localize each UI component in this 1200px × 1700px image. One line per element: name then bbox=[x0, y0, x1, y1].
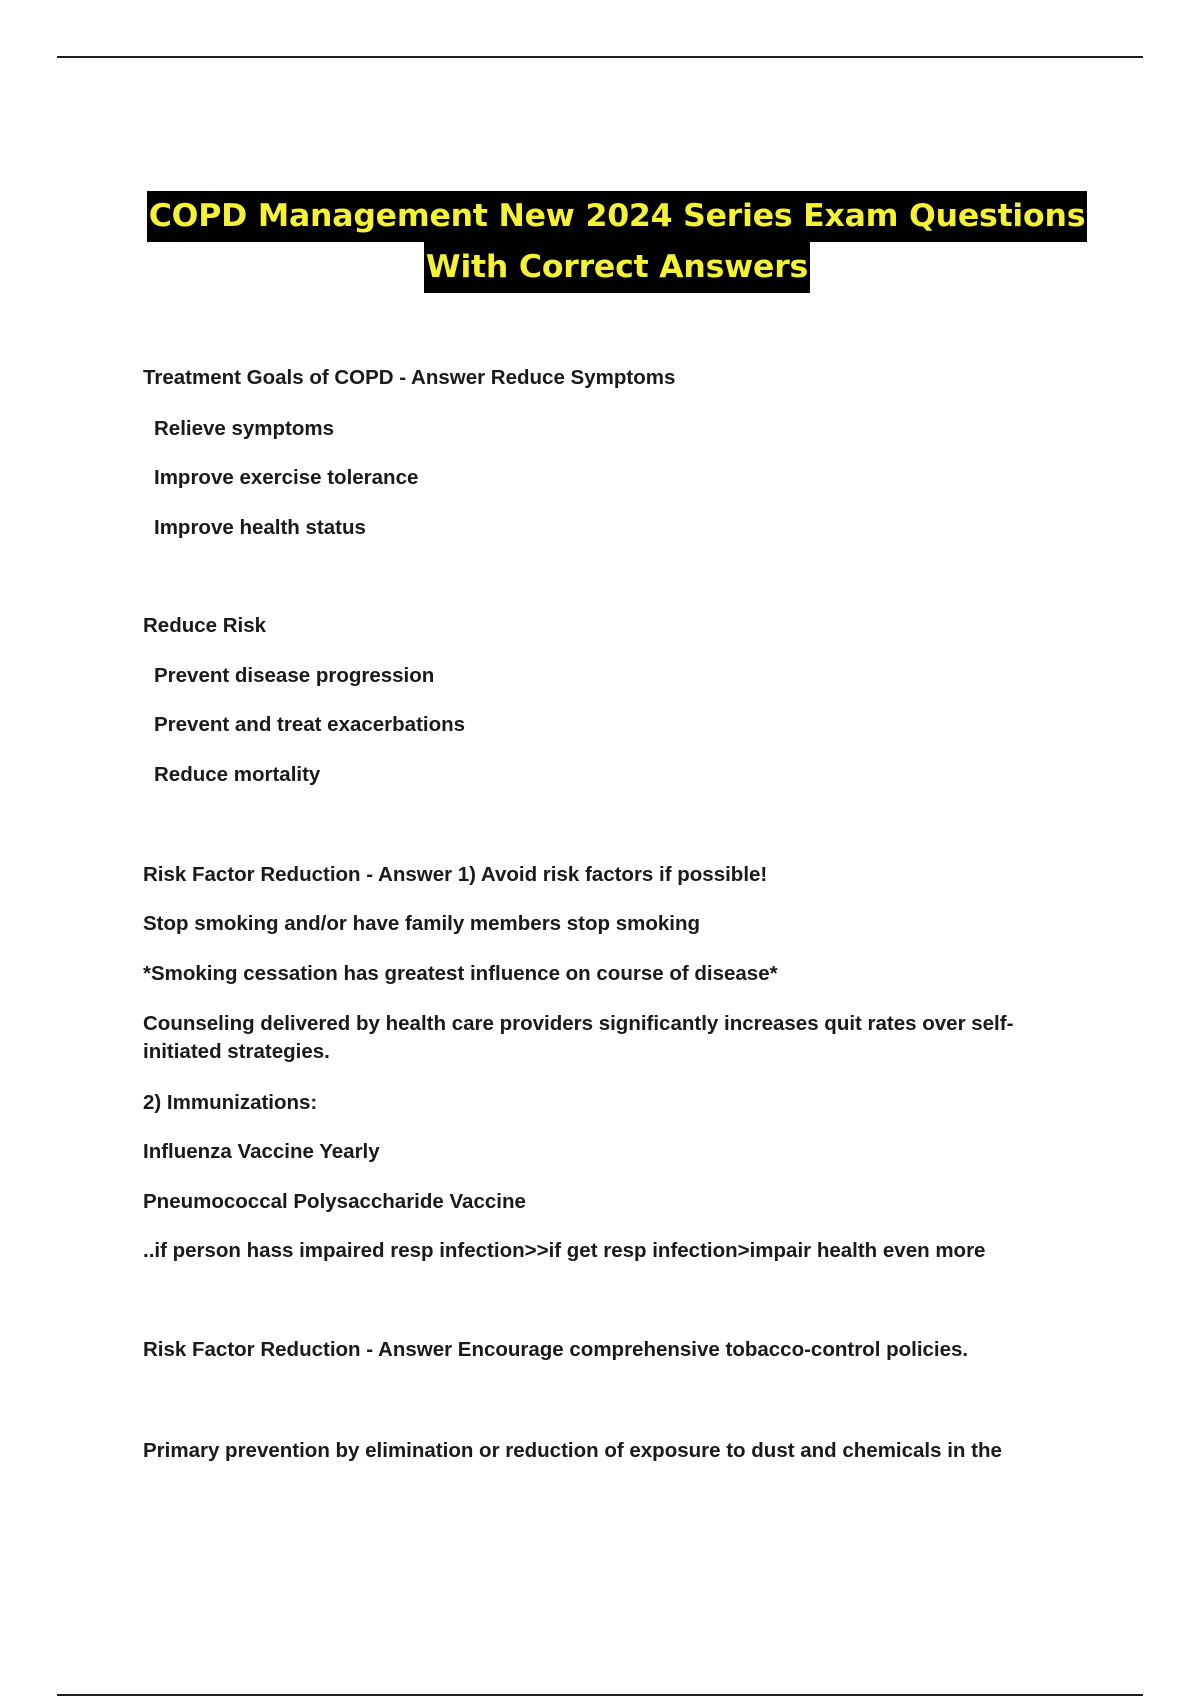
answer-sub-heading-reduce-risk: Reduce Risk bbox=[143, 614, 267, 637]
answer-line-influenza-vaccine: Influenza Vaccine Yearly bbox=[143, 1140, 380, 1163]
question-treatment-goals: Treatment Goals of COPD - Answer Reduce Symptoms bbox=[143, 366, 676, 389]
answer-item-health-status: Improve health status bbox=[154, 516, 366, 539]
question-risk-factor-reduction-2: Risk Factor Reduction - Answer Encourage comprehensive tobacco-control policies. bbox=[143, 1338, 969, 1361]
header-rule bbox=[57, 56, 1143, 58]
answer-line-smoking-cessation: *Smoking cessation has greatest influence on course of disease* bbox=[143, 962, 778, 985]
footer-rule bbox=[57, 1694, 1143, 1696]
answer-line-resp-infection-note: ..if person hass impaired resp infection>>if get resp infection>impair health even more bbox=[143, 1239, 986, 1262]
title-line-2: With Correct Answers bbox=[424, 242, 810, 293]
answer-item-mortality: Reduce mortality bbox=[154, 763, 321, 786]
answer-item-exacerbations: Prevent and treat exacerbations bbox=[154, 713, 466, 736]
answer-item-relieve-symptoms: Relieve symptoms bbox=[154, 417, 335, 440]
answer-line-counseling: Counseling delivered by health care providers significantly increases quit rates over self-initiated strategies. bbox=[143, 1012, 1014, 1063]
answer-line-stop-smoking: Stop smoking and/or have family members stop smoking bbox=[143, 912, 701, 935]
answer-item-exercise-tolerance: Improve exercise tolerance bbox=[154, 466, 419, 489]
question-primary-prevention: Primary prevention by elimination or reduction of exposure to dust and chemicals in the bbox=[143, 1439, 1002, 1462]
document-title bbox=[0, 191, 1200, 293]
answer-item-disease-progression: Prevent disease progression bbox=[154, 664, 435, 687]
title-line-1: COPD Management New 2024 Series Exam Questions bbox=[147, 191, 1088, 242]
question-risk-factor-reduction: Risk Factor Reduction - Answer 1) Avoid risk factors if possible! bbox=[143, 863, 768, 886]
answer-line-immunizations: 2) Immunizations: bbox=[143, 1091, 318, 1114]
answer-line-pneumococcal-vaccine: Pneumococcal Polysaccharide Vaccine bbox=[143, 1190, 526, 1213]
